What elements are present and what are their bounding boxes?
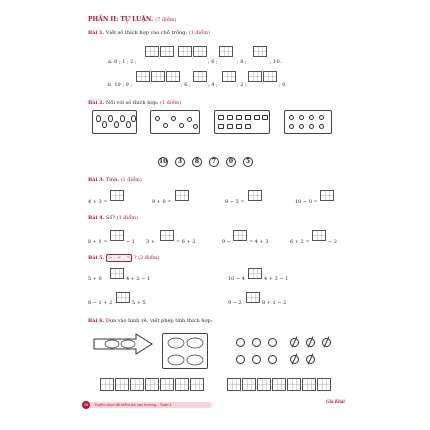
answer-box[interactable] <box>242 378 256 391</box>
row-a-mid: ; 6 ; <box>208 59 218 65</box>
exercise-3-points: (1 điểm) <box>120 177 142 183</box>
answer-box[interactable] <box>115 378 129 391</box>
answer-box[interactable] <box>110 230 124 241</box>
exercise-3-text: Tính: <box>105 177 119 183</box>
exercise-1-points: (1 điểm) <box>188 30 210 36</box>
calc-item: 4 + 3 = <box>88 199 108 205</box>
exercise-6-text: Dựa vào hình vẽ, viết phép tính thích hợp: <box>105 318 213 324</box>
compare-left: 10 − 4 <box>228 276 245 282</box>
compare-left: 5 + 0 <box>88 276 102 282</box>
answer-box[interactable] <box>233 230 247 241</box>
answer-box[interactable] <box>257 378 271 391</box>
number-circle[interactable]: 7 <box>209 157 219 167</box>
answer-box[interactable] <box>312 230 326 241</box>
picture-card-cups[interactable] <box>214 110 270 134</box>
compare-right: 8 + 1 − 2 <box>262 300 287 306</box>
fill-item: − 2 <box>328 239 337 245</box>
compare-box[interactable] <box>246 292 260 303</box>
answer-box[interactable] <box>190 378 204 391</box>
exercise-2-label: Bài 2. <box>88 100 105 106</box>
answer-box[interactable] <box>272 378 286 391</box>
exercise-4-label: Bài 4. <box>88 215 105 221</box>
number-circle[interactable]: 8 <box>192 157 202 167</box>
fill-item: 9 − <box>222 239 231 245</box>
row-a-end: ; 10. <box>270 59 282 65</box>
exercise-3-heading <box>88 177 142 183</box>
answer-box[interactable] <box>302 378 316 391</box>
section-title-text: PHẦN II: TỰ LUẬN. <box>88 16 154 23</box>
compare-right: 4 + 2 − 1 <box>126 276 151 282</box>
compare-left: 8 − 1 + 2 <box>88 300 113 306</box>
apple-icon <box>268 355 277 364</box>
fill-item: 8 + 1 = <box>88 239 108 245</box>
picture-card-dots[interactable] <box>284 110 332 134</box>
answer-box[interactable] <box>136 71 150 82</box>
apple-icon <box>236 355 245 364</box>
number-circle[interactable]: 0 <box>226 157 236 167</box>
answer-box[interactable] <box>160 378 174 391</box>
section-title <box>88 16 176 23</box>
fill-item: − 1 <box>126 239 135 245</box>
apple-icon <box>236 338 245 347</box>
answer-box[interactable] <box>130 378 144 391</box>
answer-box[interactable] <box>248 71 262 82</box>
apple-icon <box>252 338 261 347</box>
answer-box[interactable] <box>175 190 189 201</box>
number-circle[interactable]: 3 <box>175 157 185 167</box>
row-b-end: ; 0. <box>279 82 288 88</box>
exercise-4-points: (1 điểm) <box>116 215 138 221</box>
compare-left: 9 − 2 <box>228 300 242 306</box>
answer-box[interactable] <box>253 46 267 57</box>
calc-item: 8 − 3 = <box>225 199 245 205</box>
exercise-2-points: (1 điểm) <box>159 100 182 106</box>
row-b-prefix: b. 10 ; 9 ; <box>108 82 133 88</box>
exercise-4-text: Số? <box>105 215 116 221</box>
compare-right: 5 + 5 <box>132 300 146 306</box>
fill-item: 6 + 2 = <box>290 239 310 245</box>
answer-box[interactable] <box>178 46 192 57</box>
section-points: (7 điểm) <box>155 17 177 23</box>
answer-box[interactable] <box>166 71 180 82</box>
exercise-3-label: Bài 3. <box>88 177 105 183</box>
fill-item: = 4 + 3 <box>249 239 269 245</box>
exercise-2-text: Nối với số thích hợp: <box>105 100 159 106</box>
calc-item: 9 + 0 = <box>152 199 172 205</box>
answer-box[interactable] <box>320 190 334 201</box>
fill-item: = 6 + 2 <box>176 239 196 245</box>
compare-box[interactable] <box>248 268 262 279</box>
answer-box[interactable] <box>248 190 262 201</box>
answer-box[interactable] <box>100 378 114 391</box>
publisher-logo: Gia Khải <box>326 400 345 405</box>
answer-box[interactable] <box>145 378 159 391</box>
answer-box[interactable] <box>222 71 236 82</box>
exercise-1-heading <box>88 30 210 36</box>
answer-box[interactable] <box>193 71 207 82</box>
answer-box[interactable] <box>160 230 174 241</box>
answer-box[interactable] <box>175 378 189 391</box>
answer-box[interactable] <box>160 46 174 57</box>
compare-box[interactable] <box>116 292 130 303</box>
exercise-2-heading <box>88 100 181 106</box>
exercise-5-label: Bài 5. <box>88 255 105 261</box>
apple-icon <box>252 355 261 364</box>
answer-box[interactable] <box>110 190 124 201</box>
turtles-arrow-picture <box>92 333 154 355</box>
exercise-5-text: ? (2 điểm) <box>133 255 160 261</box>
comparison-signs: > ; < ; = <box>107 255 131 261</box>
exercise-6-label: Bài 6. <box>88 318 105 324</box>
answer-box[interactable] <box>145 46 159 57</box>
exercise-5-heading <box>88 255 159 261</box>
answer-box[interactable] <box>219 46 233 57</box>
fill-item: 3 + <box>146 239 155 245</box>
row-a-prefix: a. 0 ; 1 ; 2 ; <box>108 59 137 65</box>
compare-right: 4 + 3 − 1 <box>264 276 289 282</box>
turtles-group-picture <box>162 333 208 369</box>
row-b-mid3: ; 2 ; <box>237 82 247 88</box>
answer-box[interactable] <box>317 378 331 391</box>
apple-icon <box>268 338 277 347</box>
number-circle[interactable]: 5 <box>243 157 253 167</box>
calc-item: 10 − 0 = <box>295 199 318 205</box>
compare-box[interactable] <box>110 268 124 279</box>
answer-box[interactable] <box>287 378 301 391</box>
row-b-mid: ; 6 ; <box>181 82 191 88</box>
book-title: Tuyển chọn đề kiểm tra các trường - Toán 1 <box>94 402 172 407</box>
picture-card-eggs[interactable] <box>92 110 137 134</box>
exercise-4-heading <box>88 215 138 221</box>
row-a-mid2: ; 8 ; <box>237 59 247 65</box>
picture-card-fruits[interactable] <box>150 110 200 134</box>
answer-box[interactable] <box>227 378 241 391</box>
page-number: 26 <box>83 402 89 407</box>
row-b-mid2: ; 4 ; <box>208 82 218 88</box>
number-circle[interactable]: 10 <box>159 158 168 165</box>
answer-box[interactable] <box>263 71 277 82</box>
answer-box[interactable] <box>193 46 207 57</box>
answer-box[interactable] <box>151 71 165 82</box>
exercise-1-label: Bài 1. <box>88 30 105 36</box>
exercise-6-heading <box>88 318 212 324</box>
exercise-1-text: Viết số thích hợp vào chỗ trống: <box>105 30 188 36</box>
